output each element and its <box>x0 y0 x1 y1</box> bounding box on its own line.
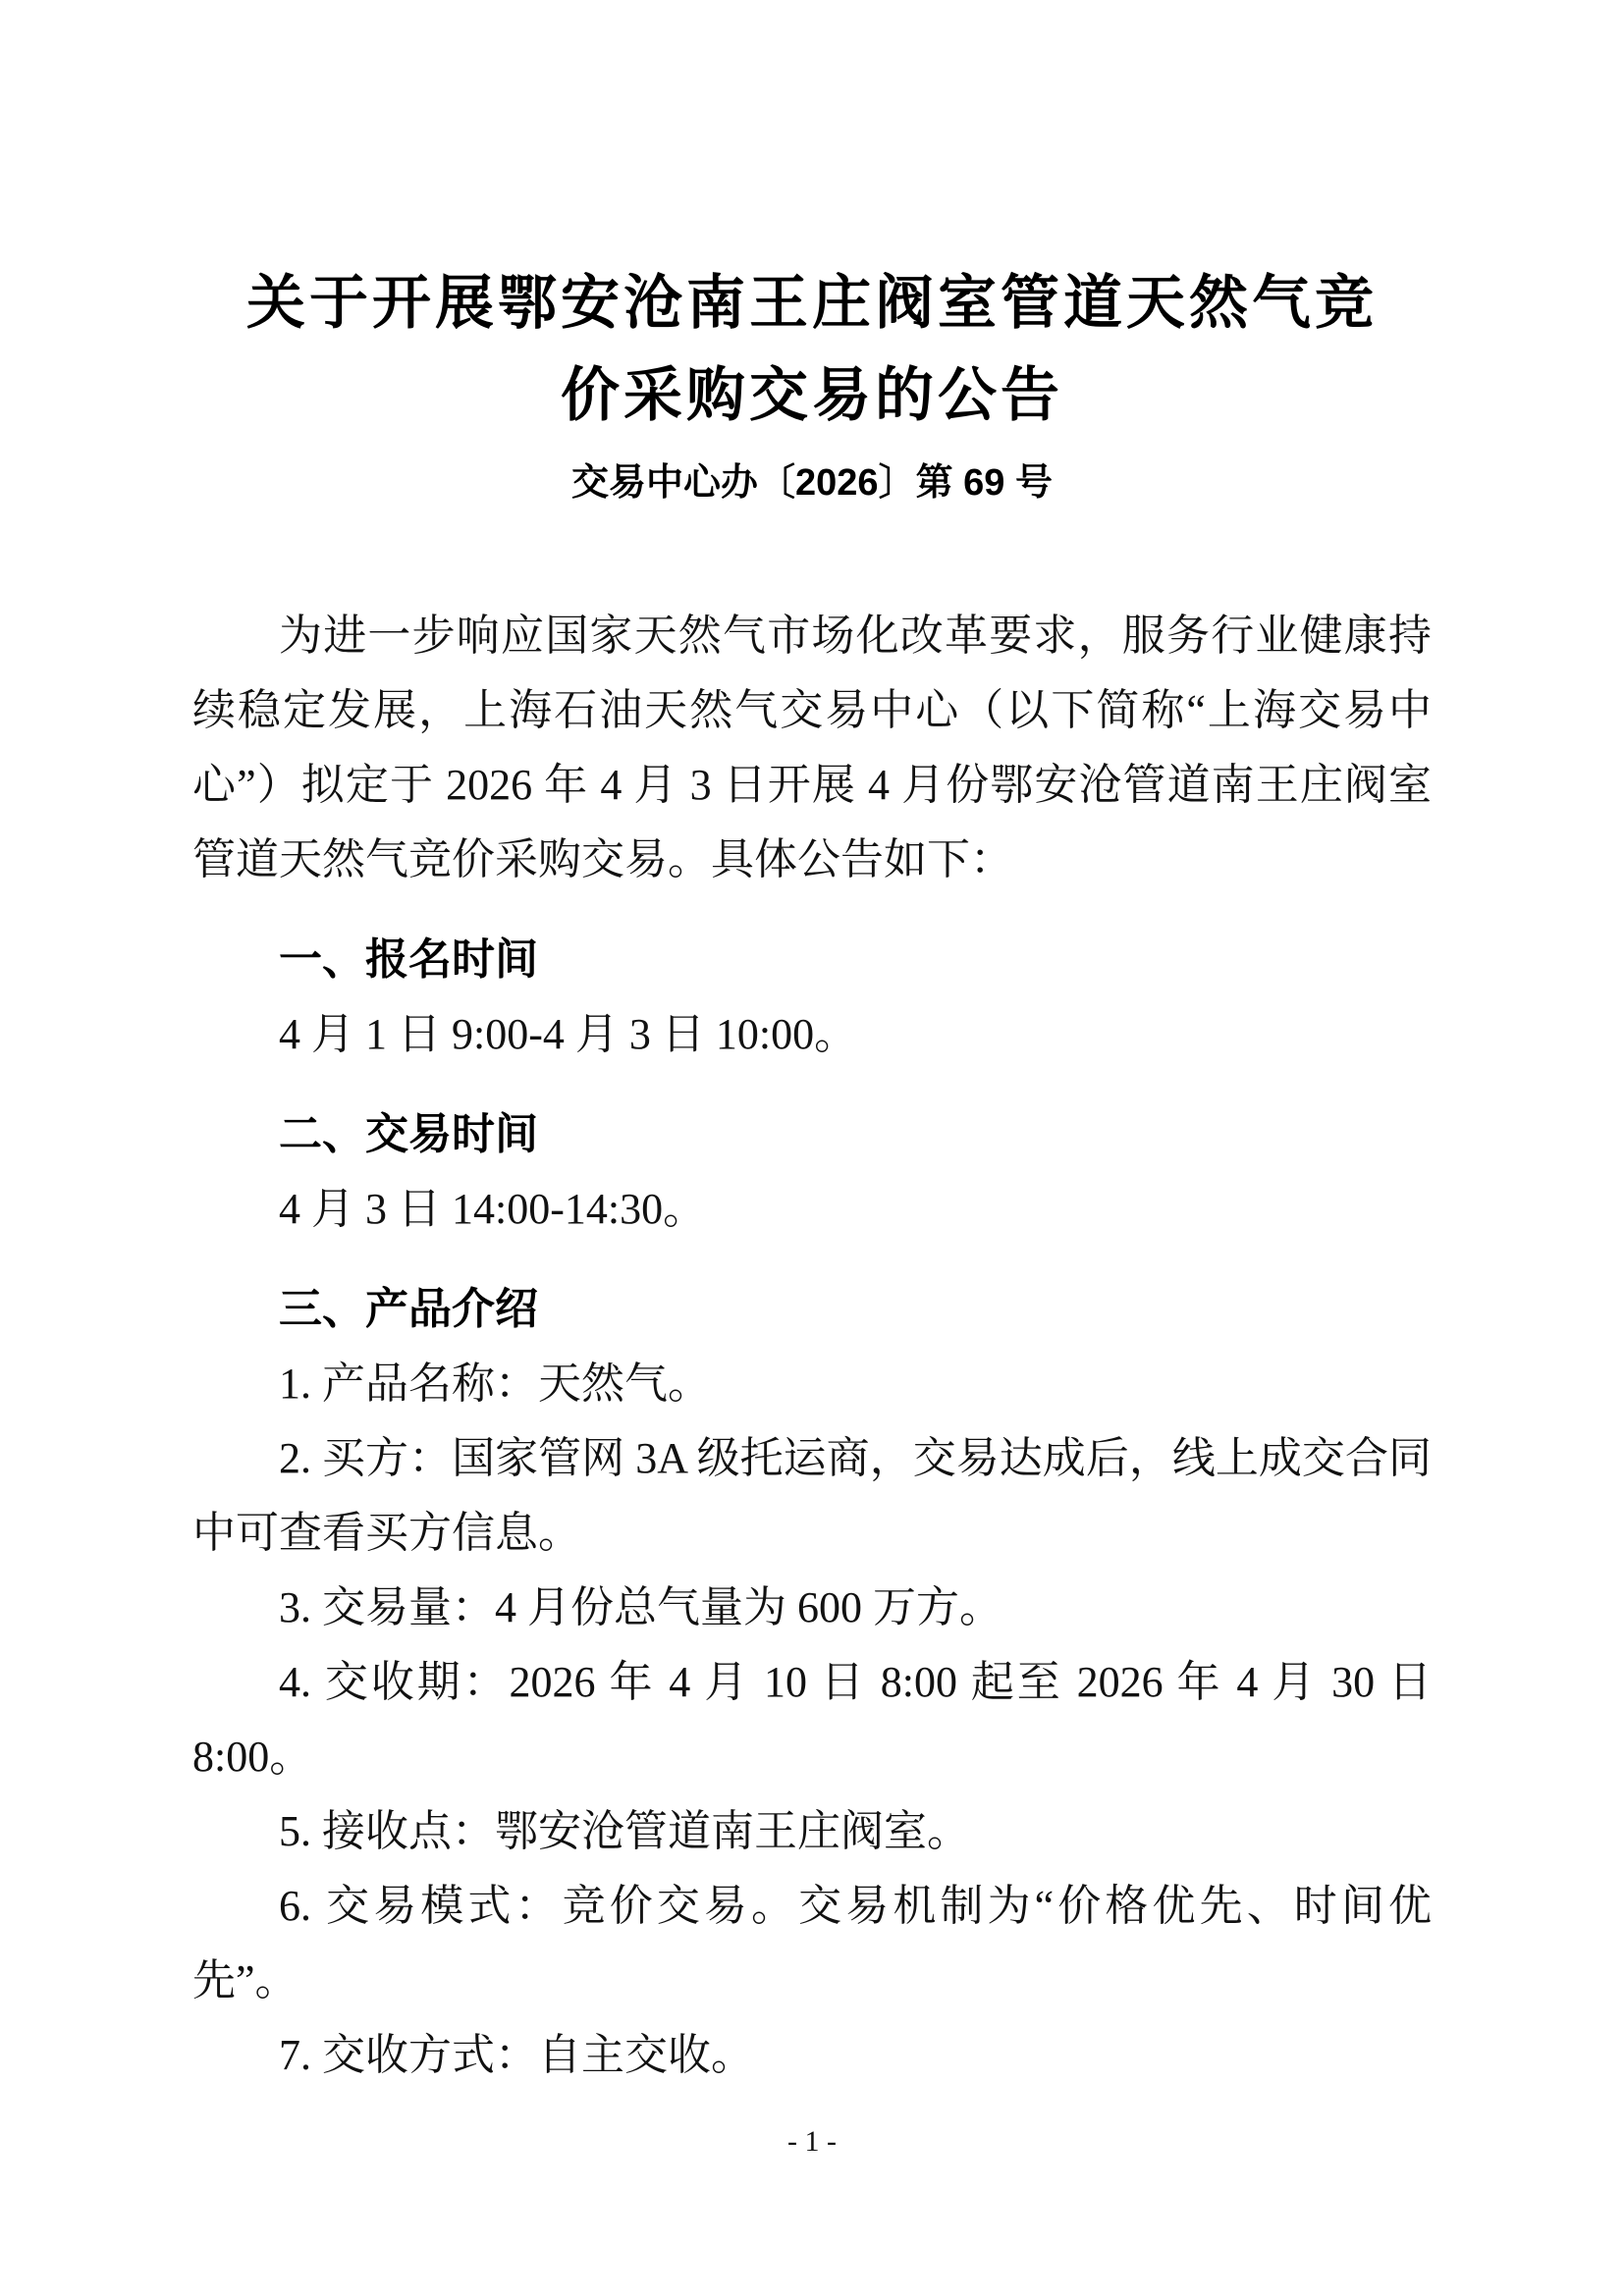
paragraph-delivery-period: 4. 交收期：2026 年 4 月 10 日 8:00 起至 2026 年 4 月 30 日 8:00。 <box>192 1658 1432 1781</box>
paragraph-signup-time: 4 月 1 日 9:00-4 月 3 日 10:00。 <box>279 1010 858 1058</box>
paragraph-product-name: 1. 产品名称：天然气。 <box>279 1360 711 1408</box>
page-number: - 1 - <box>787 2125 837 2158</box>
document-body <box>192 599 1432 2093</box>
paragraph-buyer: 2. 买方：国家管网 3A 级托运商，交易达成后，线上成交合同中可查看买方信息。 <box>192 1434 1432 1557</box>
intro-paragraph: 为进一步响应国家天然气市场化改革要求，服务行业健康持续稳定发展，上海石油天然气交易中心（以下简称“上海交易中心”）拟定于 2026 年 4 月 3 日开展 4 月份鄂安沧管道南王庄阀室管道天然气竞价采购交易。具体公告如下： <box>192 612 1432 883</box>
title-line-1: 关于开展鄂安沧南王庄阀室管道天然气竞 <box>246 270 1378 336</box>
section-heading-signup-time: 一、报名时间 <box>279 935 538 984</box>
document-content <box>192 0 1432 2093</box>
document-number: 交易中心办〔2026〕第 69 号 <box>571 462 1053 504</box>
section-heading-trade-time: 二、交易时间 <box>279 1110 538 1158</box>
title-line-2: 价采购交易的公告 <box>561 362 1063 428</box>
paragraph-delivery-method: 7. 交收方式：自主交收。 <box>279 2031 754 2079</box>
section-heading-product-intro: 三、产品介绍 <box>279 1285 538 1333</box>
paragraph-trade-mode: 6. 交易模式：竞价交易。交易机制为“价格优先、时间优先”。 <box>192 1882 1432 2004</box>
paragraph-trade-time: 4 月 3 日 14:00-14:30。 <box>279 1185 707 1233</box>
paragraph-trade-volume: 3. 交易量：4 月份总气量为 600 万方。 <box>279 1583 1002 1631</box>
page-footer <box>0 2125 1624 2159</box>
document-title <box>192 257 1432 442</box>
paragraph-receiving-point: 5. 接收点：鄂安沧管道南王庄阀室。 <box>279 1807 970 1855</box>
